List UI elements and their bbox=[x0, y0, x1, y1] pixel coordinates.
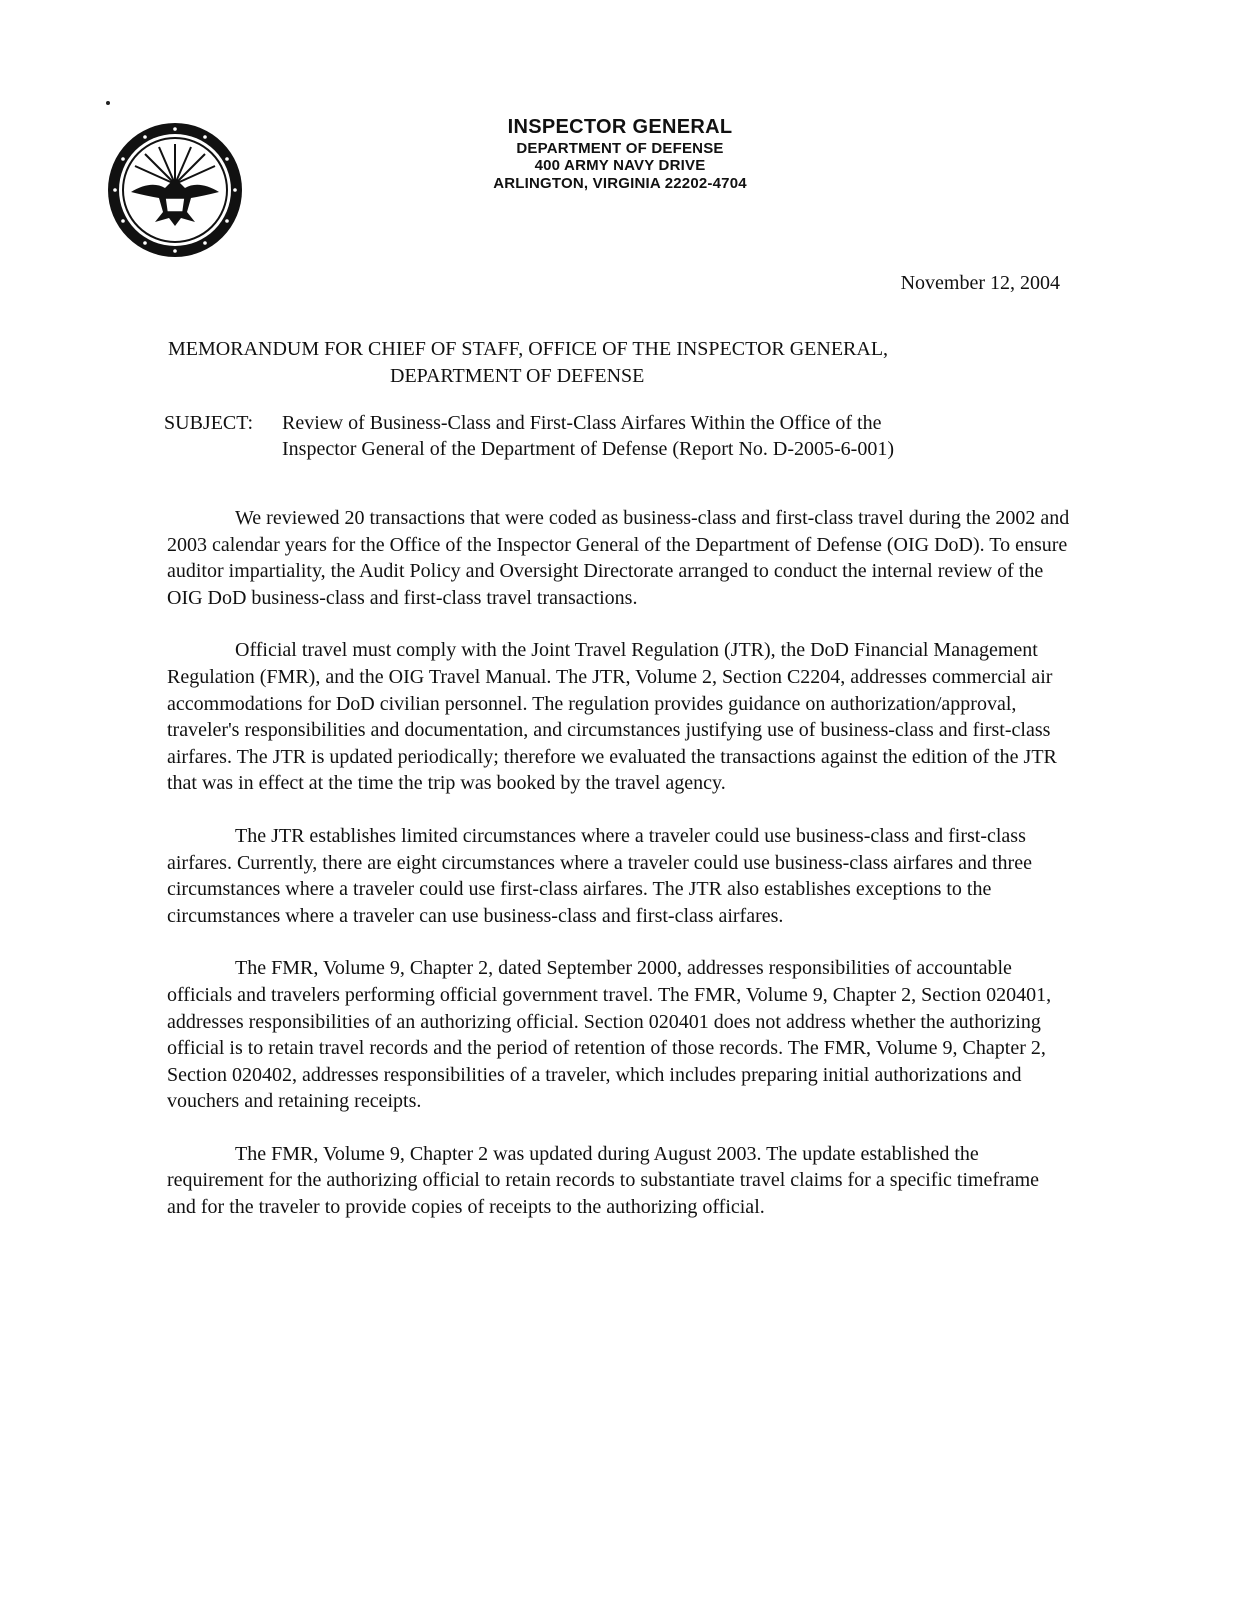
memorandum-line-1: MEMORANDUM FOR CHIEF OF STAFF, OFFICE OF THE INSPECTOR GENERAL, bbox=[168, 338, 889, 360]
body-paragraph-1: We reviewed 20 transactions that were coded as business-class and first-class travel during the 2002 and 2003 calendar years for the Office of the Inspector General of the Department of Defense (OIG DoD). To ensure auditor impartiality, the Audit Policy and Oversight Directorate arranged to conduct the internal review of the OIG DoD business-class and first-class travel transactions. bbox=[167, 507, 1070, 609]
body-paragraph-5: The FMR, Volume 9, Chapter 2 was updated during August 2003. The update established the requirement for the authorizing official to retain records to substantiate travel claims for a specific timeframe and for the traveler to provide copies of receipts to the authorizing official. bbox=[167, 1142, 1040, 1219]
subject-line-2: Inspector General of the Department of Defense (Report No. D-2005-6-001) bbox=[282, 438, 895, 460]
body-paragraph-3: The JTR establishes limited circumstances where a traveler could use business-class and first-class airfares. Currently, there are eight circumstances where a traveler could use business-class airfares and three circumstances where a traveler could use first-class airfares. The JTR also establishes exceptions to the circumstances where a traveler can use business-class and first-class airfares. bbox=[167, 824, 1032, 927]
letterhead-title: INSPECTOR GENERAL bbox=[507, 116, 733, 138]
subject-block bbox=[164, 410, 1064, 462]
letterhead-city: ARLINGTON, VIRGINIA 22202-4704 bbox=[493, 174, 747, 192]
dod-seal-icon bbox=[107, 122, 243, 258]
body-paragraph-2: Official travel must comply with the Joint Travel Regulation (JTR), the DoD Financial Management Regulation (FMR), and the OIG Travel Manual. The JTR, Volume 2, Section C2204, addresses commercial air accommodations for DoD civilian personnel. The regulation provides guidance on authorization/approval, traveler's responsibilities and documentation, and circumstances justifying use of business-class and first-class airfares. The JTR is updated periodically; therefore we evaluated the transactions against the edition of the JTR that was in effect at the time the trip was booked by the travel agency. bbox=[167, 639, 1057, 795]
memorandum-line-2: DEPARTMENT OF DEFENSE bbox=[390, 365, 645, 387]
scan-speck bbox=[106, 101, 110, 105]
memo-body bbox=[167, 505, 1072, 1247]
body-paragraph-4: The FMR, Volume 9, Chapter 2, dated September 2000, addresses responsibilities of accountable officials and travelers performing official government travel. The FMR, Volume 9, Chapter 2, Section 020401, addresses responsibilities of an authorizing official. Section 020401 does not address whether the authorizing official is to retain travel records and the period of retention of those records. The FMR, Volume 9, Chapter 2, Section 020402, addresses responsibilities of a traveler, which includes preparing initial authorizations and vouchers and retaining receipts. bbox=[167, 957, 1052, 1113]
letterhead-department: DEPARTMENT OF DEFENSE bbox=[516, 139, 724, 157]
subject-line-1: Review of Business-Class and First-Class Airfares Within the Office of the bbox=[282, 412, 882, 434]
subject-label: SUBJECT: bbox=[164, 412, 254, 434]
memorandum-addressee bbox=[168, 336, 1068, 390]
memo-date: November 12, 2004 bbox=[900, 272, 1060, 294]
letterhead bbox=[430, 116, 810, 193]
letterhead-address: 400 ARMY NAVY DRIVE bbox=[534, 157, 706, 175]
